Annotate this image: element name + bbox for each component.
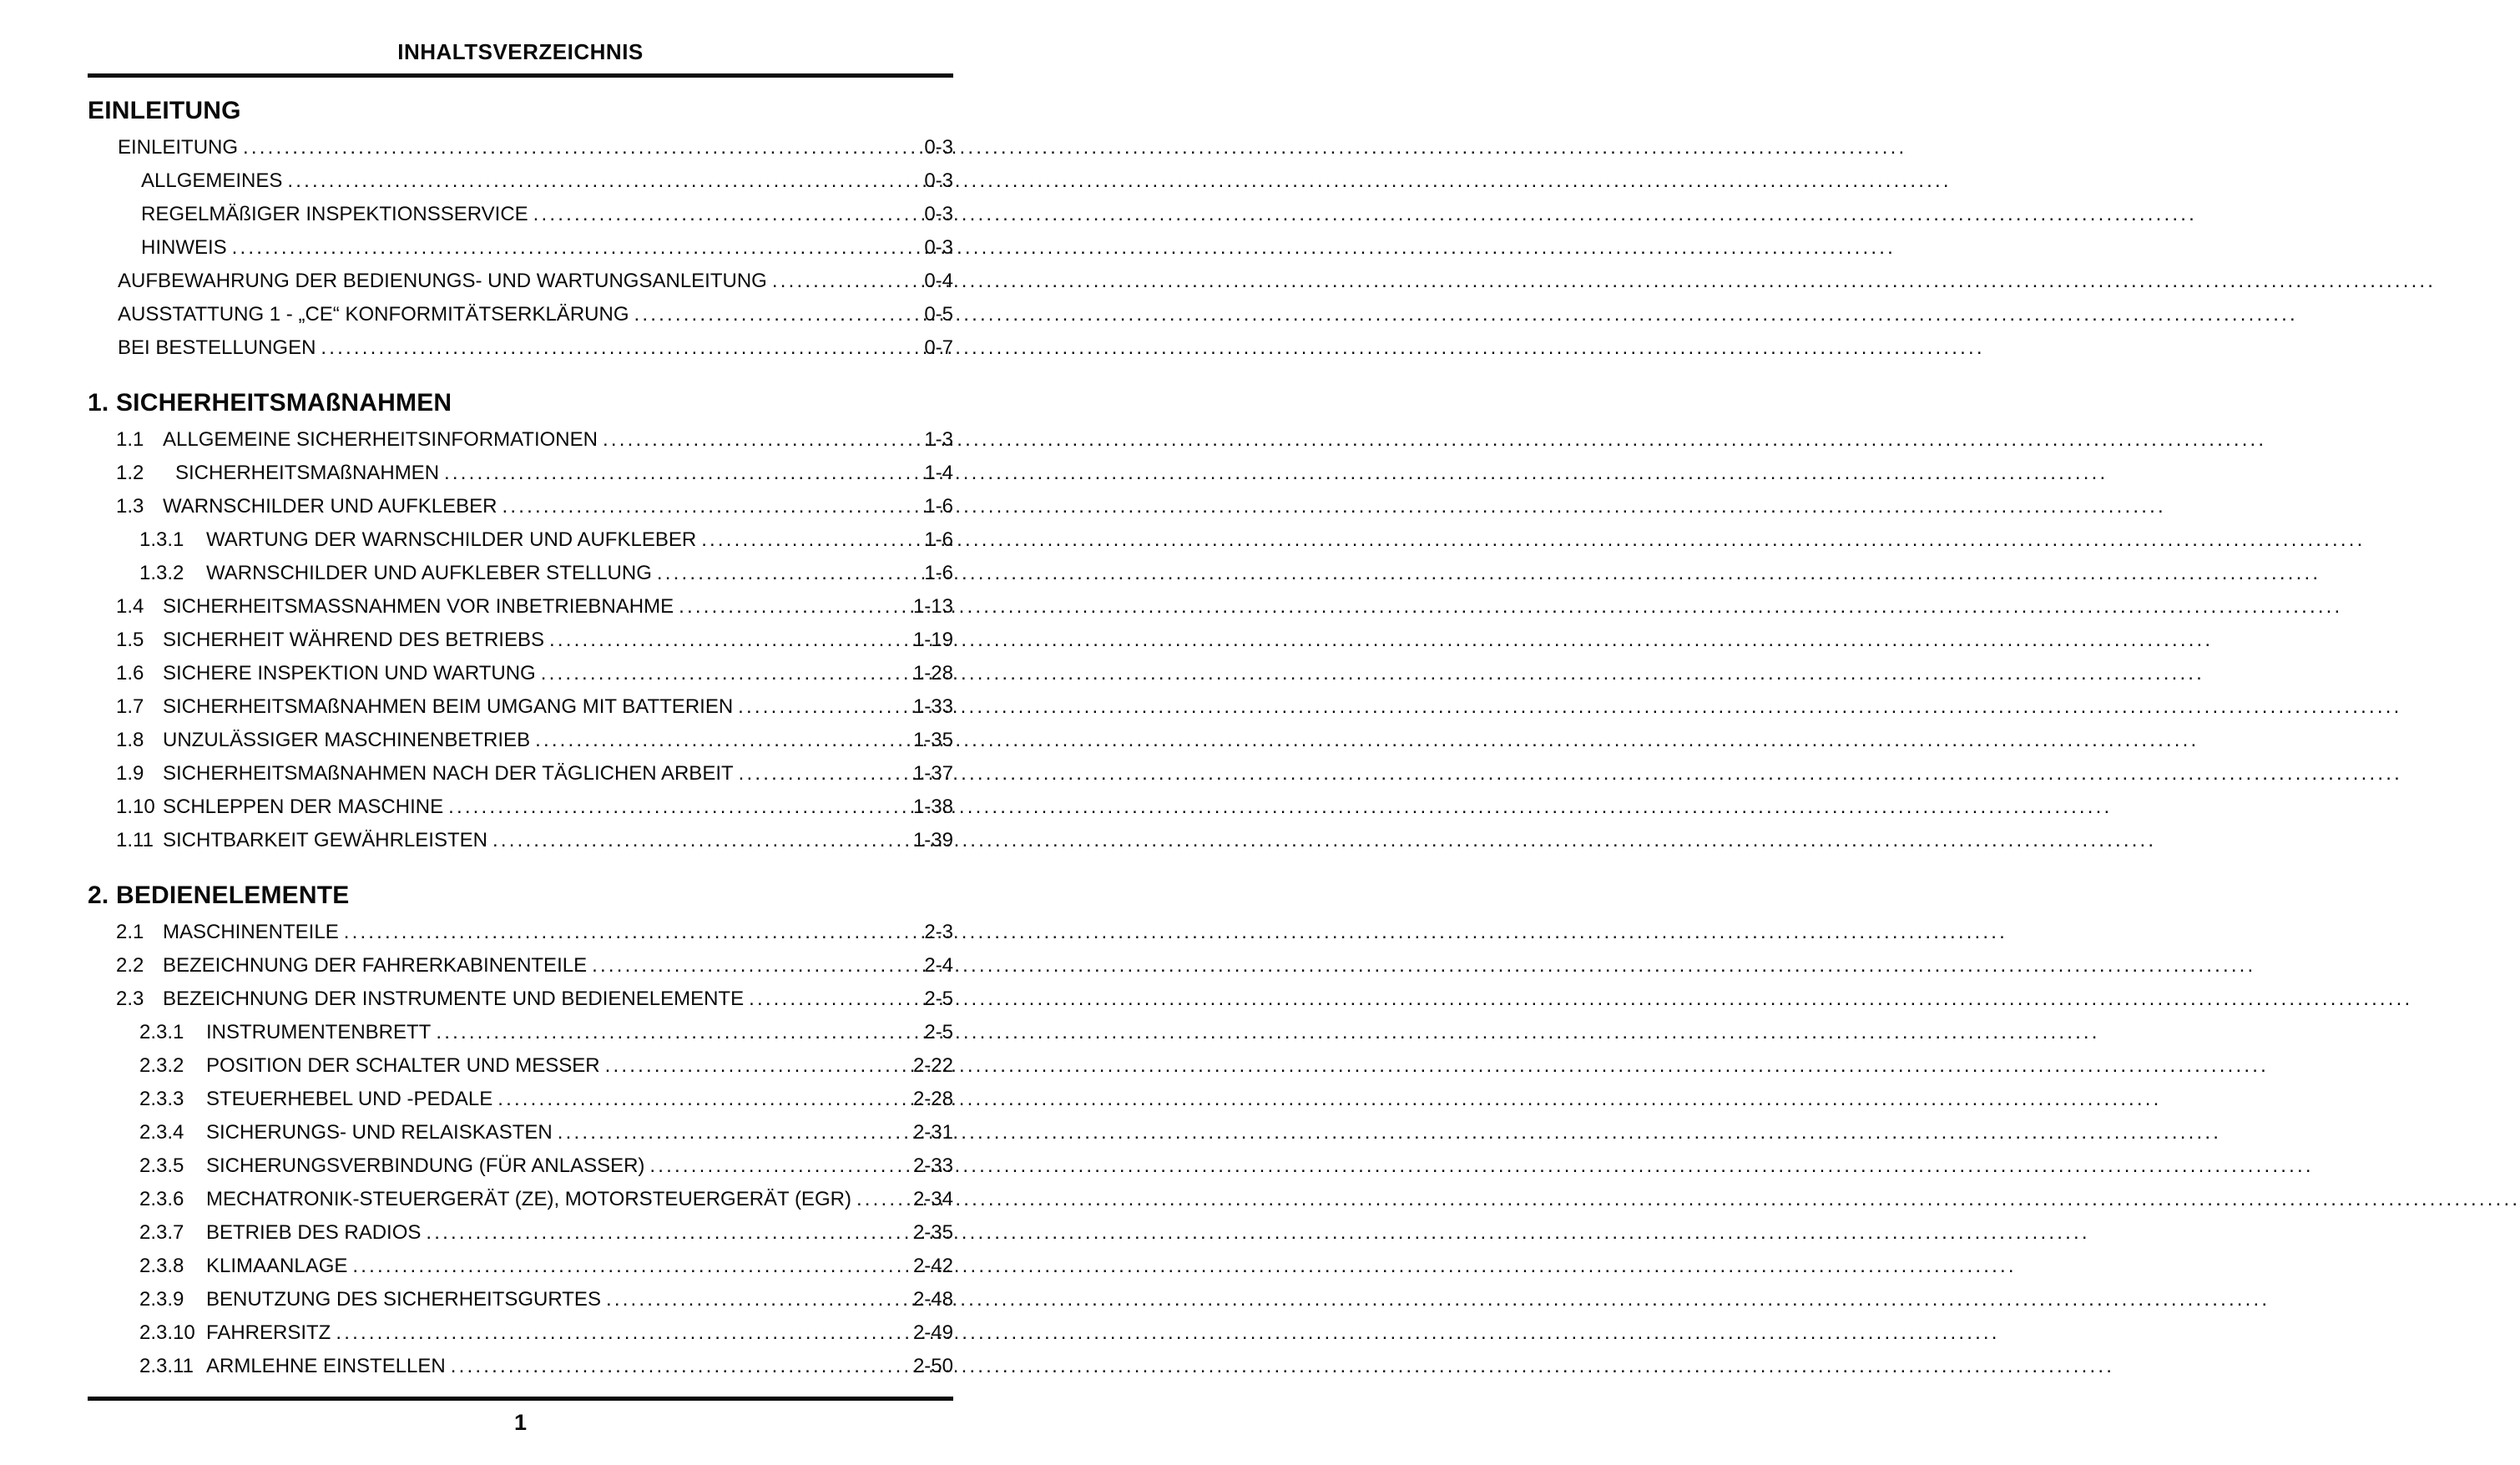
- toc-entry-page: 1-6: [924, 495, 953, 518]
- dot-leader: [344, 916, 923, 949]
- dot-leader: [657, 557, 922, 590]
- dot-leader: [502, 490, 923, 523]
- dot-leader: [535, 724, 912, 757]
- toc-row: [88, 916, 953, 949]
- toc-entry-number: 1.2: [116, 462, 144, 484]
- toc-row: [88, 657, 953, 690]
- page-header-title: INHALTSVERZEICHNIS: [397, 39, 644, 64]
- toc-row: [88, 1183, 953, 1216]
- toc-row: [88, 423, 953, 457]
- toc-entry-page: 2-49: [912, 1321, 953, 1344]
- toc-entry-title: FAHRERSITZ: [206, 1321, 331, 1344]
- toc-row: [88, 557, 953, 590]
- toc-entry-number: 1.9: [116, 762, 144, 785]
- toc-entry-number: 1.11: [116, 829, 154, 851]
- toc-entry-title: AUFBEWAHRUNG DER BEDIENUNGS- UND WARTUNGSANLEITUNG: [118, 270, 767, 292]
- dot-leader: [232, 231, 923, 265]
- toc-entry-page: 2-35: [912, 1221, 953, 1244]
- toc-entry-page: 0-3: [924, 136, 953, 159]
- toc-row: [88, 231, 953, 265]
- dot-leader: [321, 331, 922, 365]
- toc-entry-title: SICHERHEITSMAßNAHMEN: [175, 462, 440, 484]
- toc-entry-number: 2.3.1: [139, 1021, 184, 1043]
- dot-leader: [497, 1083, 912, 1116]
- dot-leader: [436, 1016, 922, 1049]
- toc-row: [88, 590, 953, 624]
- toc-entry-title: WARNSCHILDER UND AUFKLEBER: [163, 495, 497, 518]
- toc-row: [88, 457, 953, 490]
- toc-entry-page: 2-3: [924, 921, 953, 943]
- toc-entry-page: 2-28: [912, 1088, 953, 1110]
- toc-entry-page: 1-35: [912, 729, 953, 751]
- toc-entry-number: 1.3.1: [139, 528, 184, 551]
- toc-entry-title: UNZULÄSSIGER MASCHINENBETRIEB: [163, 729, 531, 751]
- toc-entry-number: 2.3.9: [139, 1288, 184, 1311]
- toc-entry-page: 2-33: [912, 1154, 953, 1177]
- toc-entry-page: 0-4: [924, 270, 953, 292]
- dot-leader: [603, 423, 922, 457]
- toc-entry-title: SICHTBARKEIT GEWÄHRLEISTEN: [163, 829, 487, 851]
- toc-page: [0, 0, 1036, 1465]
- toc-entry-title: SCHLEPPEN DER MASCHINE: [163, 796, 444, 818]
- dot-leader: [606, 1283, 912, 1316]
- toc-entry-number: 1.3.2: [139, 562, 184, 584]
- dot-leader: [352, 1250, 912, 1283]
- toc-row: [88, 523, 953, 557]
- toc-row: [88, 1350, 953, 1383]
- toc-row: [88, 791, 953, 824]
- toc-entry-page: 0-3: [924, 203, 953, 225]
- toc-row: [88, 1250, 953, 1283]
- toc-entry-title: HINWEIS: [141, 236, 227, 259]
- header-rule: [88, 73, 953, 78]
- toc-entry-number: 1.10: [116, 796, 155, 818]
- toc-entry-number: 1.3: [116, 495, 144, 518]
- toc-entry-title: ALLGEMEINES: [141, 169, 283, 192]
- toc-entry-page: 2-22: [912, 1054, 953, 1077]
- toc-entry-number: 2.3.10: [139, 1321, 195, 1344]
- toc-entry-title: SICHERE INSPEKTION UND WARTUNG: [163, 662, 536, 685]
- toc-entry-page: 2-31: [912, 1121, 953, 1144]
- toc-entry-page: 1-3: [924, 428, 953, 451]
- toc-row: [88, 624, 953, 657]
- toc-entry-title: SICHERHEITSMASSNAHMEN VOR INBETRIEBNAHME: [163, 595, 674, 618]
- dot-leader: [243, 131, 922, 164]
- toc-entry-title: REGELMÄßIGER INSPEKTIONSSERVICE: [141, 203, 528, 225]
- toc-entry-number: 1.8: [116, 729, 144, 751]
- toc-entry-title: POSITION DER SCHALTER UND MESSER: [206, 1054, 600, 1077]
- toc-entry-title: EINLEITUNG: [118, 136, 239, 159]
- toc-entry-title: ALLGEMEINE SICHERHEITSINFORMATIONEN: [163, 428, 598, 451]
- toc-row: [88, 131, 953, 164]
- dot-leader: [451, 1350, 912, 1383]
- toc-entry-number: 2.3.5: [139, 1154, 184, 1177]
- dot-leader: [856, 1183, 912, 1216]
- section-entries: [88, 131, 953, 365]
- section-heading: 2. BEDIENELEMENTE: [88, 882, 350, 909]
- section-heading: 1. SICHERHEITSMAßNAHMEN: [88, 389, 452, 417]
- dot-leader: [448, 791, 912, 824]
- toc-section: [88, 879, 953, 1383]
- toc-entry-title: BENUTZUNG DES SICHERHEITSGURTES: [206, 1288, 601, 1311]
- toc-entry-title: SICHERUNGSVERBINDUNG (FÜR ANLASSER): [206, 1154, 645, 1177]
- toc-entry-page: 2-5: [924, 1021, 953, 1043]
- toc-row: [88, 824, 953, 857]
- toc-entry-page: 1-37: [912, 762, 953, 785]
- toc-entry-page: 1-19: [912, 629, 953, 651]
- section-heading: EINLEITUNG: [88, 97, 241, 124]
- toc-row: [88, 298, 953, 331]
- toc-section: [88, 94, 953, 365]
- toc-entry-title: BEZEICHNUNG DER INSTRUMENTE UND BEDIENELEMENTE: [163, 988, 745, 1010]
- dot-leader: [592, 949, 922, 983]
- toc-entry-title: SICHERUNGS- UND RELAISKASTEN: [206, 1121, 553, 1144]
- toc-entry-title: MASCHINENTEILE: [163, 921, 339, 943]
- toc-entry-page: 0-5: [924, 303, 953, 326]
- toc-entry-page: 1-6: [924, 528, 953, 551]
- toc-entry-page: 1-33: [912, 695, 953, 718]
- toc-row: [88, 1049, 953, 1083]
- toc-row: [88, 1083, 953, 1116]
- toc-row: [88, 757, 953, 791]
- toc-row: [88, 983, 953, 1016]
- toc-entry-page: 2-4: [924, 954, 953, 977]
- dot-leader: [749, 983, 922, 1016]
- toc-entry-number: 2.3.7: [139, 1221, 184, 1244]
- toc-entry-title: BEI BESTELLUNGEN: [118, 336, 316, 359]
- dot-leader: [492, 824, 912, 857]
- toc-entry-page: 0-3: [924, 169, 953, 192]
- page-footer-number: 1: [513, 1410, 528, 1435]
- toc-entry-number: 2.3.2: [139, 1054, 184, 1077]
- toc-entry-number: 1.4: [116, 595, 144, 618]
- toc-entry-number: 2.3.3: [139, 1088, 184, 1110]
- dot-leader: [738, 690, 912, 724]
- toc-row: [88, 1016, 953, 1049]
- toc-entry-number: 2.1: [116, 921, 144, 943]
- dot-leader: [549, 624, 912, 657]
- toc-row: [88, 1116, 953, 1149]
- toc-entry-title: WARTUNG DER WARNSCHILDER UND AUFKLEBER: [206, 528, 697, 551]
- section-entries: [88, 916, 953, 1383]
- toc-sections: [88, 94, 953, 1383]
- toc-entry-title: BETRIEB DES RADIOS: [206, 1221, 422, 1244]
- toc-entry-page: 1-4: [924, 462, 953, 484]
- toc-section: [88, 386, 953, 857]
- toc-entry-number: 2.2: [116, 954, 144, 977]
- dot-leader: [679, 590, 912, 624]
- toc-entry-number: 1.1: [116, 428, 144, 451]
- toc-entry-page: 2-5: [924, 988, 953, 1010]
- toc-entry-title: AUSSTATTUNG 1 - „CE“ KONFORMITÄTSERKLÄRUNG: [118, 303, 629, 326]
- dot-leader: [558, 1116, 912, 1149]
- toc-entry-number: 2.3.6: [139, 1188, 184, 1210]
- dot-leader: [772, 265, 922, 298]
- toc-entry-number: 2.3.8: [139, 1255, 184, 1277]
- dot-leader: [634, 298, 922, 331]
- toc-entry-number: 1.6: [116, 662, 144, 685]
- toc-entry-page: 1-28: [912, 662, 953, 685]
- dot-leader: [533, 198, 923, 231]
- dot-leader: [649, 1149, 912, 1183]
- toc-row: [88, 331, 953, 365]
- toc-row: [88, 724, 953, 757]
- toc-entry-title: WARNSCHILDER UND AUFKLEBER STELLUNG: [206, 562, 652, 584]
- toc-entry-page: 0-3: [924, 236, 953, 259]
- toc-entry-page: 2-42: [912, 1255, 953, 1277]
- toc-entry-page: 1-6: [924, 562, 953, 584]
- toc-row: [88, 265, 953, 298]
- section-entries: [88, 423, 953, 857]
- toc-entry-page: 2-34: [912, 1188, 953, 1210]
- toc-entry-page: 2-50: [912, 1355, 953, 1377]
- toc-entry-page: 1-39: [912, 829, 953, 851]
- toc-entry-number: 1.5: [116, 629, 144, 651]
- dot-leader: [426, 1216, 912, 1250]
- toc-row: [88, 690, 953, 724]
- dot-leader: [444, 457, 922, 490]
- dot-leader: [605, 1049, 912, 1083]
- toc-entry-page: 2-48: [912, 1288, 953, 1311]
- toc-entry-title: SICHERHEITSMAßNAHMEN NACH DER TÄGLICHEN ARBEIT: [163, 762, 734, 785]
- toc-entry-title: SICHERHEITSMAßNAHMEN BEIM UMGANG MIT BATTERIEN: [163, 695, 734, 718]
- toc-entry-number: 1.7: [116, 695, 144, 718]
- toc-row: [88, 490, 953, 523]
- toc-entry-page: 0-7: [924, 336, 953, 359]
- toc-row: [88, 198, 953, 231]
- toc-entry-title: SICHERHEIT WÄHREND DES BETRIEBS: [163, 629, 544, 651]
- toc-row: [88, 949, 953, 983]
- toc-entry-number: 2.3: [116, 988, 144, 1010]
- toc-row: [88, 1316, 953, 1350]
- toc-row: [88, 1216, 953, 1250]
- toc-entry-number: 2.3.4: [139, 1121, 184, 1144]
- toc-row: [88, 164, 953, 198]
- dot-leader: [541, 657, 912, 690]
- toc-entry-title: MECHATRONIK-STEUERGERÄT (ZE), MOTORSTEUERGERÄT (EGR): [206, 1188, 851, 1210]
- toc-row: [88, 1283, 953, 1316]
- toc-entry-number: 2.3.11: [139, 1355, 194, 1377]
- dot-leader: [701, 523, 922, 557]
- toc-entry-title: KLIMAANLAGE: [206, 1255, 348, 1277]
- dot-leader: [287, 164, 922, 198]
- toc-entry-title: ARMLEHNE EINSTELLEN: [206, 1355, 446, 1377]
- dot-leader: [336, 1316, 912, 1350]
- toc-entry-title: STEUERHEBEL UND -PEDALE: [206, 1088, 493, 1110]
- toc-entry-title: BEZEICHNUNG DER FAHRERKABINENTEILE: [163, 954, 588, 977]
- dot-leader: [739, 757, 912, 791]
- toc-entry-page: 1-38: [912, 796, 953, 818]
- toc-row: [88, 1149, 953, 1183]
- toc-entry-title: INSTRUMENTENBRETT: [206, 1021, 432, 1043]
- toc-entry-page: 1-13: [912, 595, 953, 618]
